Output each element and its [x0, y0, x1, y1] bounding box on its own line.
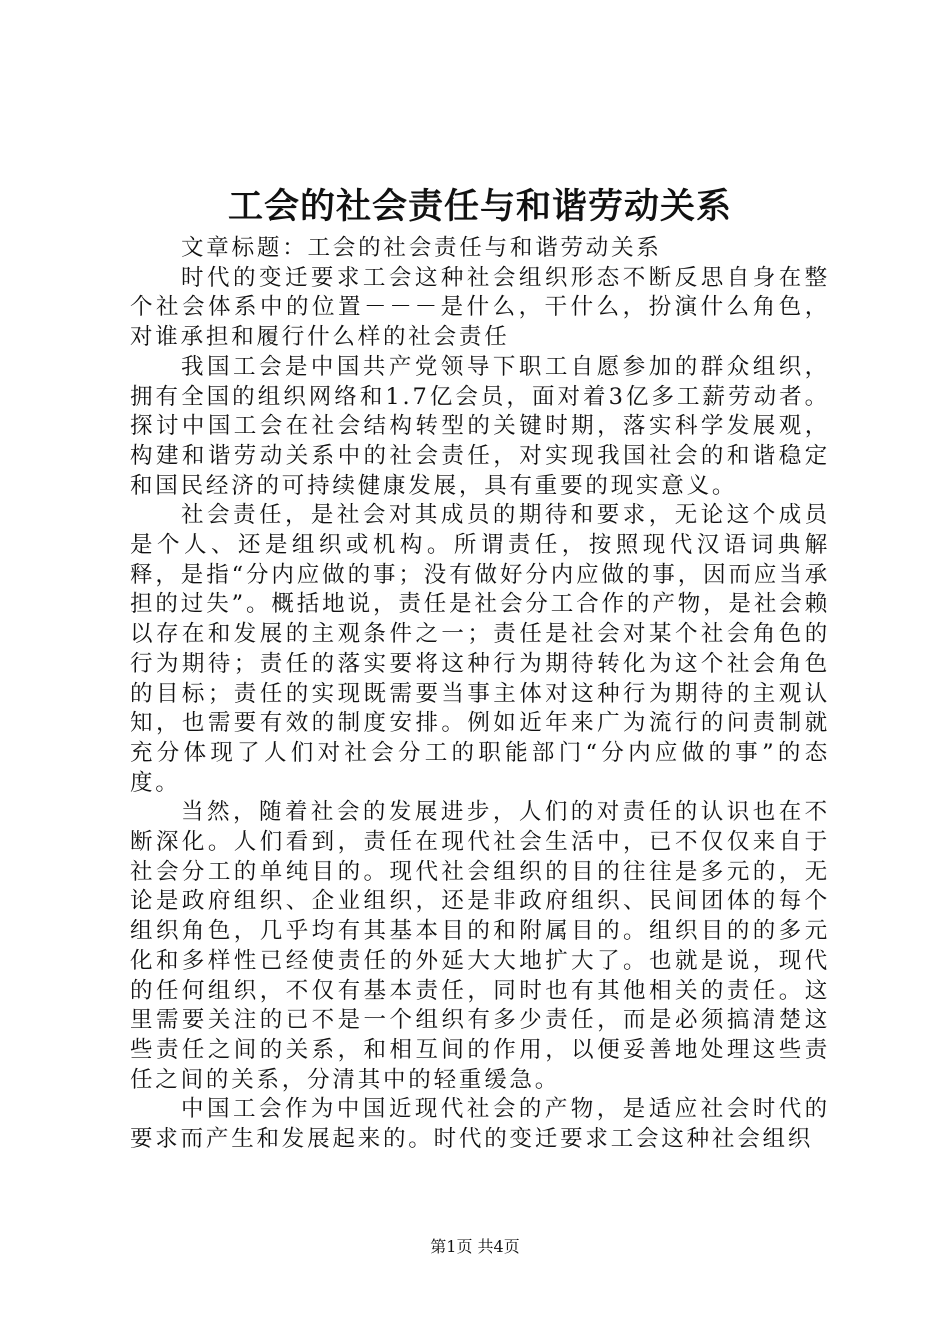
- paragraph-article-title: 文章标题：工会的社会责任与和谐劳动关系: [181, 235, 662, 261]
- paragraph: 时代的变迁要求工会这种社会组织形态不断反思自身在整个社会体系中的位置－－－是什么，干什么，扮演什么角色，对谁承担和履行什么样的社会责任: [130, 264, 830, 351]
- paragraph: 中国工会作为中国近现代社会的产物，是适应社会时代的要求而产生和发展起来的。时代的变迁要求工会这种社会组织: [130, 1096, 830, 1153]
- paragraph: 当然，随着社会的发展进步，人们的对责任的认识也在不断深化。人们看到，责任在现代社会生活中，已不仅仅来自于社会分工的单纯目的。现代社会组织的目的往往是多元的，无论是政府组织、企业组织，还是非政府组织、民间团体的每个组织角色，几乎均有其基本目的和附属目的。组织目的的多元化和多样性已经使责任的外延大大地扩大了。也就是说，现代的任何组织，不仅有基本责任，同时也有其他相关的责任。这里需要关注的已不是一个组织有多少责任，而是必须搞清楚这些责任之间的关系，和相互间的作用，以便妥善地处理这些责任之间的关系，分清其中的轻重缓急。: [130, 799, 830, 1093]
- document-body: [130, 234, 830, 1155]
- document-title: 工会的社会责任与和谐劳动关系: [227, 186, 732, 227]
- page-number-footer: 第1页 共4页: [430, 1237, 520, 1256]
- paragraph: 社会责任，是社会对其成员的期待和要求，无论这个成员是个人、还是组织或机构。所谓责任，按照现代汉语词典解释，是指“分内应做的事；没有做好分内应做的事，因而应当承担的过失”。概括地说，责任是社会分工合作的产物，是社会赖以存在和发展的主观条件之一；责任是社会对某个社会角色的行为期待；责任的落实要将这种行为期待转化为这个社会角色的目标；责任的实现既需要当事主体对这种行为期待的主观认知，也需要有效的制度安排。例如近年来广为流行的问责制就充分体现了人们对社会分工的职能部门“分内应做的事”的态度。: [130, 502, 830, 796]
- paragraph: 我国工会是中国共产党领导下职工自愿参加的群众组织，拥有全国的组织网络和1.7亿会员，面对着3亿多工薪劳动者。探讨中国工会在社会结构转型的关键时期，落实科学发展观，构建和谐劳动关系中的社会责任，对实现我国社会的和谐稳定和国民经济的可持续健康发展，具有重要的现实意义。: [130, 353, 830, 499]
